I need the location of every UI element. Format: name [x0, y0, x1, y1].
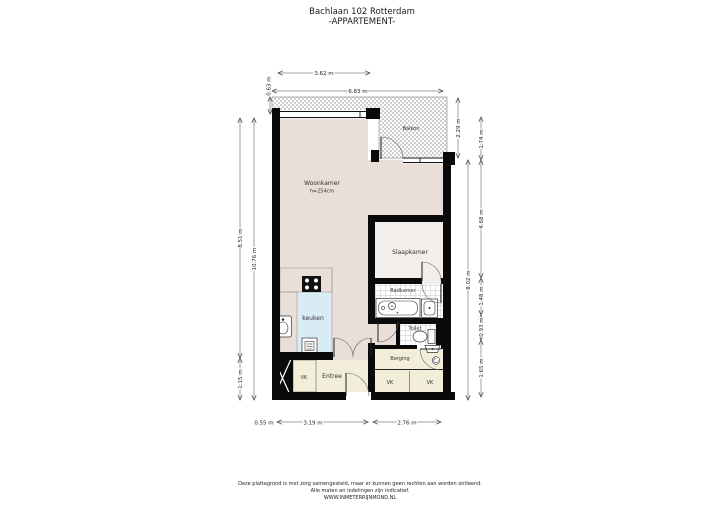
room-label-badkamer: Badkamer: [390, 288, 416, 294]
dim-bottom-mid: 3.19 m: [303, 420, 323, 427]
room-label-toilet: Toilet: [408, 326, 422, 332]
dim-right-seg5: 1.65 m: [479, 358, 485, 378]
bedroom-door-opening: [422, 278, 441, 284]
footer-line3: WWW.INMETERRIJNMOND.NL: [323, 495, 397, 501]
wall-post-balcony: [371, 150, 379, 162]
wall-bottom-right: [371, 392, 455, 400]
dim-left-lower: 1.15 m: [238, 369, 244, 389]
dim-left-upper: 8.51 m: [238, 228, 244, 248]
footer-line2: Alle maten en indelingen zijn indicatief.: [310, 488, 410, 494]
dim-bottom-right: 2.76 m: [397, 420, 417, 427]
dim-right-seg4: 0.93 m: [479, 317, 485, 337]
wall-bedroom-top: [368, 215, 451, 222]
dim-left-total: 10.76 m: [252, 247, 258, 271]
room-label-slaapkamer: Slaapkamer: [392, 249, 428, 256]
wall-bedroom-bathroom: [368, 278, 422, 284]
dim-top-outer: 6.83 m: [348, 89, 368, 95]
footer-line1: Deze plattegrond is met zorg samengesteld, maar er kunnen geen rechten aan worden ontleend.: [238, 481, 482, 487]
dim-right-inner: 8.02 m: [466, 270, 472, 290]
room-label-woonkamer: Woonkamer: [304, 180, 340, 187]
footer: [238, 481, 482, 501]
wall-toilet-left: [396, 324, 400, 345]
wall-bedroom-bathroom-2: [441, 278, 451, 284]
wall-living-entree: [280, 352, 333, 360]
page-title: Bachlaan 102 Rotterdam: [309, 7, 415, 17]
room-label-vk-right: VK: [426, 380, 434, 386]
wall-bathroom-bottom: [368, 318, 451, 324]
wall-left: [272, 108, 280, 400]
wall-storage-top: [368, 345, 417, 349]
dim-balcony-right: 2.29 m: [456, 118, 462, 138]
stove-icon: [302, 276, 321, 292]
room-label-vk-left: VK: [300, 375, 308, 381]
page-subtitle: -APPARTEMENT-: [328, 17, 396, 27]
ventilation-icon: [432, 357, 440, 365]
room-label-berging: Berging: [390, 356, 410, 362]
wall-storage-top-2: [441, 345, 451, 349]
wall-toilet-right: [436, 324, 443, 345]
dim-balcony-left: 0.63 m: [266, 76, 273, 96]
room-label-keuken: keuken: [302, 315, 324, 322]
room-label-entree: Entree: [322, 373, 342, 380]
dim-bottom-left: 0.55 m: [254, 420, 274, 427]
dim-top-inner: 3.62 m: [314, 71, 334, 77]
room-label-balkon: Balkon: [402, 126, 420, 132]
appliance-icon: [302, 338, 317, 354]
room-label-vk-mid: VK: [386, 380, 394, 386]
dim-right-seg2: 4.68 m: [479, 209, 485, 229]
dim-right-seg3: 1.48 m: [479, 286, 485, 306]
wall-living-right: [368, 222, 375, 322]
wall-post-top: [366, 108, 380, 119]
livingroom-floor-right: [368, 160, 443, 215]
dim-right-seg1: 1.74 m: [479, 129, 485, 149]
floors: [272, 97, 447, 392]
wall-bottom-left: [272, 392, 346, 400]
washer-icon: [422, 299, 438, 318]
bathtub-icon: [376, 299, 420, 318]
room-note-woonkamer: h=254cm: [309, 188, 335, 195]
